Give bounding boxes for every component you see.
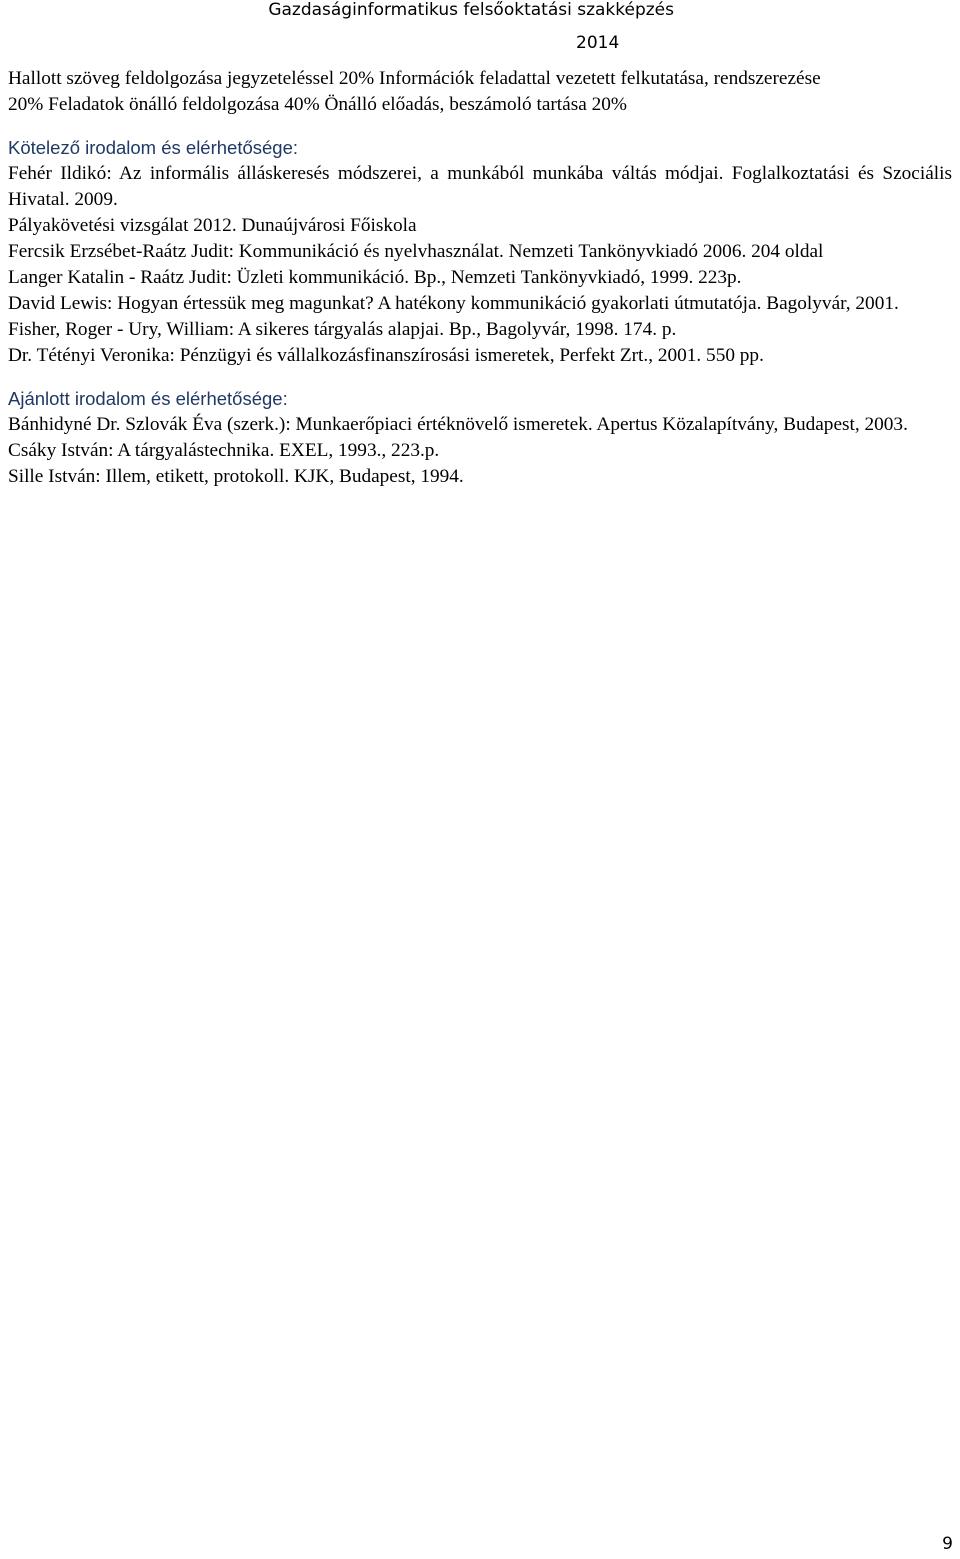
intro-line-1: Hallott szöveg feldolgozása jegyzeteléssel 20% Információk feladattal vezetett felkutatása, rendszerezése: [8, 68, 821, 89]
recommended-literature-heading: Ajánlott irodalom és elérhetősége:: [8, 388, 288, 409]
required-item: Fercsik Erzsébet-Raátz Judit: Kommunikáció és nyelvhasználat. Nemzeti Tankönyvkiadó 2006. 204 oldal: [8, 241, 824, 262]
required-item: Fehér Ildikó: Az informális álláskeresés módszerei, a munkából munkába váltás módjai. Foglalkoztatási és Szociális Hivatal. 2009.: [8, 163, 952, 210]
required-item: Langer Katalin - Raátz Judit: Üzleti kommunikáció. Bp., Nemzeti Tankönyvkiadó, 1999. 223p.: [8, 267, 742, 288]
recommended-item: Csáky István: A tárgyalástechnika. EXEL, 1993., 223.p.: [8, 440, 440, 461]
intro-line-2: 20% Feladatok önálló feldolgozása 40% Önálló előadás, beszámoló tartása 20%: [8, 94, 627, 115]
required-item: Dr. Tétényi Veronika: Pénzügyi és vállalkozásfinanszírosási ismeretek, Perfekt Zrt., 2001. 550 pp.: [8, 345, 764, 366]
required-item: David Lewis: Hogyan értessük meg magunkat? A hatékony kommunikáció gyakorlati útmutatója. Bagolyvár, 2001.: [8, 293, 899, 314]
recommended-item: Sille István: Illem, etikett, protokoll. KJK, Budapest, 1994.: [8, 466, 464, 487]
header-title: Gazdaságinformatikus felsőoktatási szakképzés: [268, 0, 674, 20]
required-item: Pályakövetési vizsgálat 2012. Dunaújvárosi Főiskola: [8, 215, 417, 236]
page-number: 9: [942, 1534, 953, 1554]
required-literature-heading: Kötelező irodalom és elérhetősége:: [8, 137, 299, 158]
recommended-item: Bánhidyné Dr. Szlovák Éva (szerk.): Munkaerőpiaci értéknövelő ismeretek. Apertus Közalapítvány, Budapest, 2003.: [8, 414, 908, 435]
document-body: [8, 66, 952, 490]
required-item: Fisher, Roger - Ury, William: A sikeres tárgyalás alapjai. Bp., Bagolyvár, 1998. 174. p.: [8, 319, 677, 340]
header-year: 2014: [576, 33, 620, 53]
